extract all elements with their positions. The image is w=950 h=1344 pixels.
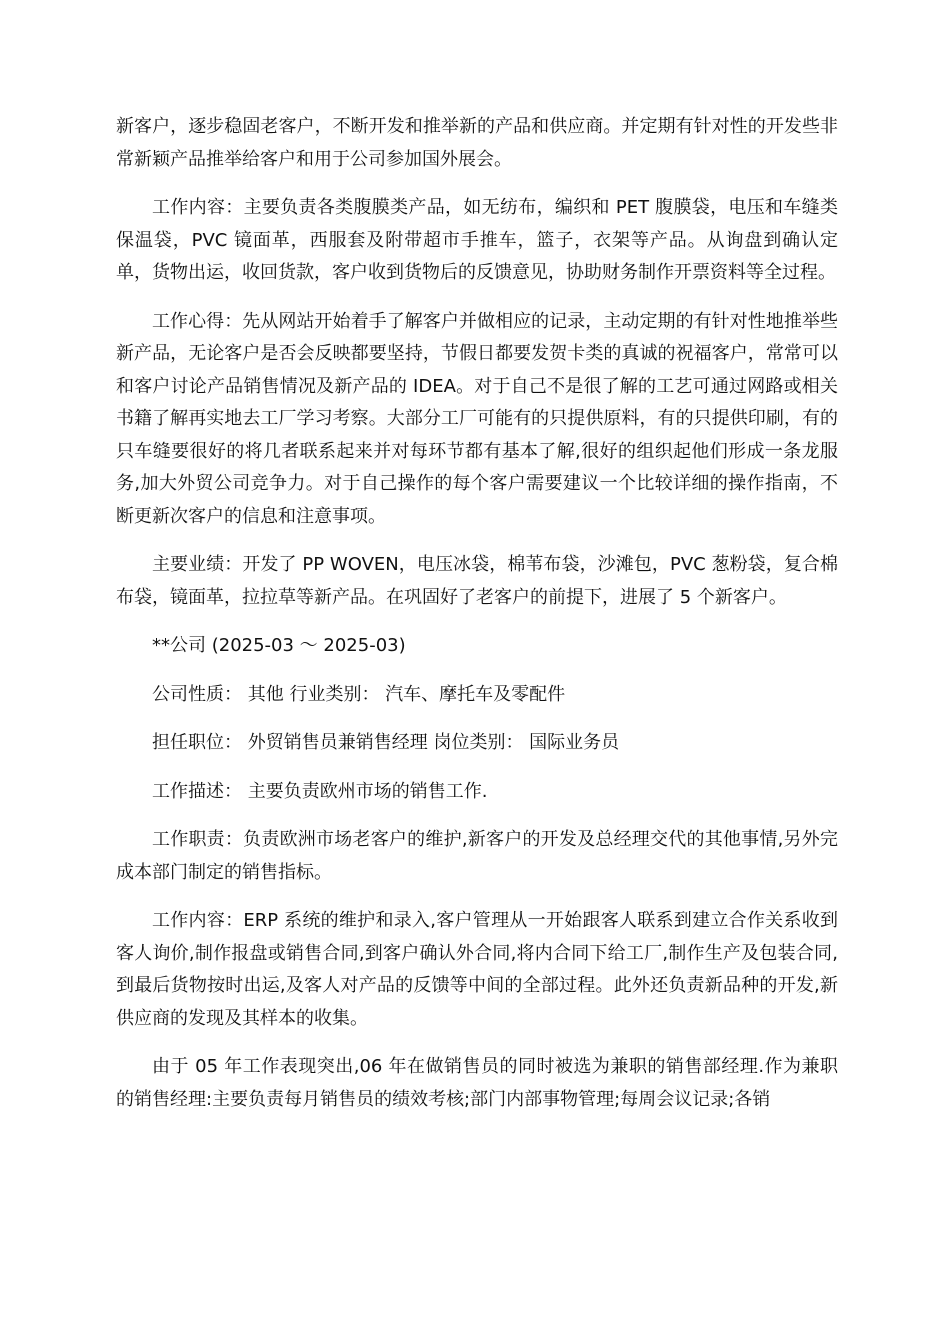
paragraph-company-period: **公司 (2025-03 ～ 2025-03) — [152, 635, 406, 656]
document-body — [116, 111, 838, 1132]
paragraph-work-content: 工作内容：主要负责各类腹膜类产品，如无纺布，编织和 PET 腹膜袋，电压和车缝类保温袋，PVC 镜面革，西服套及附带超市手推车，篮子，衣架等产品。从询盘到确认定单，货物出运，收回货款，客户收到货物后的反馈意见，协助财务制作开票资料等全过程。 — [116, 197, 838, 283]
paragraph-work-content-2: 工作内容：ERP 系统的维护和录入,客户管理从一开始跟客人联系到建立合作关系收到客人询价,制作报盘或销售合同,到客户确认外合同,将内合同下给工厂,制作生产及包装合同,到最后货物按时出运,及客人对产品的反馈等中间的全部过程。此外还负责新品种的开发,新供应商的发现及其样本的收集。 — [116, 910, 838, 1029]
paragraph-company-nature: 公司性质： 其他 行业类别： 汽车、摩托车及零配件 — [152, 683, 566, 705]
paragraph-promotion: 由于 05 年工作表现突出,06 年在做销售员的同时被选为兼职的销售部经理.作为兼职的销售经理:主要负责每月销售员的绩效考核;部门内部事物管理;每周会议记录;各销 — [116, 1056, 838, 1110]
paragraph-job-duties: 工作职责：负责欧洲市场老客户的维护,新客户的开发及总经理交代的其他事情,另外完成本部门制定的销售指标。 — [116, 829, 838, 883]
paragraph-position: 担任职位： 外贸销售员兼销售经理 岗位类别： 国际业务员 — [152, 732, 620, 753]
paragraph-continuation: 新客户，逐步稳固老客户，不断开发和推举新的产品和供应商。并定期有针对性的开发些非常新颖产品推举给客户和用于公司参加国外展会。 — [116, 116, 838, 170]
paragraph-job-description: 工作描述： 主要负责欧州市场的销售工作. — [152, 780, 488, 802]
paragraph-work-experience: 工作心得：先从网站开始着手了解客户并做相应的记录，主动定期的有针对性地推举些新产品，无论客户是否会反映都要坚持，节假日都要发贺卡类的真诚的祝福客户，常常可以和客户讨论产品销售情况及新产品的 IDEA。对于自己不是很了解的工艺可通过网路或相关书籍了解再实地去工厂学习考察。大部分工厂可能有的只提供原料，有的只提供印刷，有的只车缝要很好的将几者联系起来并对每环节都有基本了解,很好的组织起他们形成一条龙服务,加大外贸公司竞争力。对于自己操作的每个客户需要建议一个比较详细的操作指南，不断更新次客户的信息和注意事项。 — [116, 310, 838, 527]
paragraph-main-achievements: 主要业绩：开发了 PP WOVEN，电压冰袋，棉苇布袋，沙滩包，PVC 葱粉袋，复合棉布袋，镜面革，拉拉草等新产品。在巩固好了老客户的前提下，进展了 5 个新客户。 — [116, 554, 838, 608]
